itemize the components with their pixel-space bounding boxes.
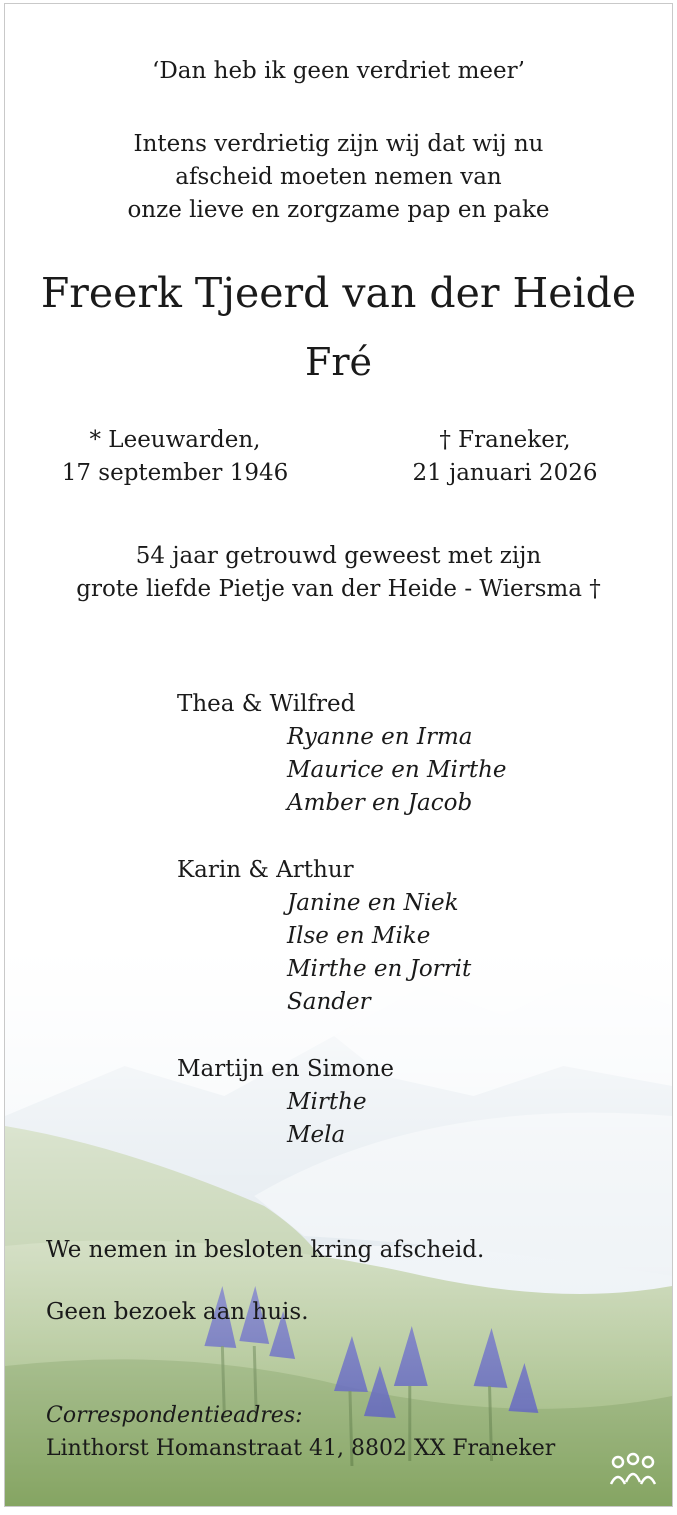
death-date: 21 januari 2026 bbox=[412, 460, 598, 486]
grandchildren: Amber en Jacob bbox=[287, 790, 473, 816]
grandchildren: Mirthe en Jorrit bbox=[287, 956, 472, 982]
intro-line: onze lieve en zorgzame pap en pake bbox=[127, 197, 550, 223]
birth-info bbox=[45, 424, 305, 490]
no-visit-note: Geen bezoek aan huis. bbox=[46, 1299, 309, 1325]
marriage-line: 54 jaar getrouwd geweest met zijn bbox=[135, 543, 542, 569]
farewell-note: We nemen in besloten kring afscheid. bbox=[46, 1237, 485, 1263]
family-parents: Thea & Wilfred bbox=[177, 691, 356, 717]
nickname: Fré bbox=[304, 340, 373, 384]
grandchildren: Mela bbox=[287, 1122, 346, 1148]
family-parents: Karin & Arthur bbox=[177, 857, 354, 883]
people-group-icon bbox=[608, 1450, 658, 1490]
notice-content bbox=[5, 4, 672, 1506]
grandchildren: Maurice en Mirthe bbox=[287, 757, 507, 783]
death-place: † Franeker, bbox=[439, 427, 571, 453]
intro-line: Intens verdrietig zijn wij dat wij nu bbox=[133, 131, 544, 157]
family-list bbox=[177, 688, 507, 1152]
correspondence-address: Linthorst Homanstraat 41, 8802 XX Franeker bbox=[46, 1436, 556, 1461]
birth-place: * Leeuwarden, bbox=[89, 427, 261, 453]
motto: ‘Dan heb ik geen verdriet meer’ bbox=[152, 58, 525, 84]
grandchildren: Sander bbox=[287, 989, 371, 1015]
birth-date: 17 september 1946 bbox=[61, 460, 289, 486]
correspondence-label: Correspondentieadres: bbox=[46, 1403, 303, 1428]
grandchildren: Janine en Niek bbox=[287, 890, 459, 916]
family-parents: Martijn en Simone bbox=[177, 1056, 395, 1082]
grandchildren: Ilse en Mike bbox=[287, 923, 431, 949]
obituary-card bbox=[4, 3, 673, 1507]
grandchildren: Mirthe bbox=[287, 1089, 367, 1115]
marriage-text bbox=[5, 540, 672, 606]
intro-line: afscheid moeten nemen van bbox=[175, 164, 502, 190]
intro-text bbox=[5, 128, 672, 227]
death-info bbox=[385, 424, 625, 490]
deceased-name: Freerk Tjeerd van der Heide bbox=[40, 269, 637, 317]
grandchildren: Ryanne en Irma bbox=[287, 724, 473, 750]
marriage-line: grote liefde Pietje van der Heide - Wiersma † bbox=[76, 576, 601, 602]
